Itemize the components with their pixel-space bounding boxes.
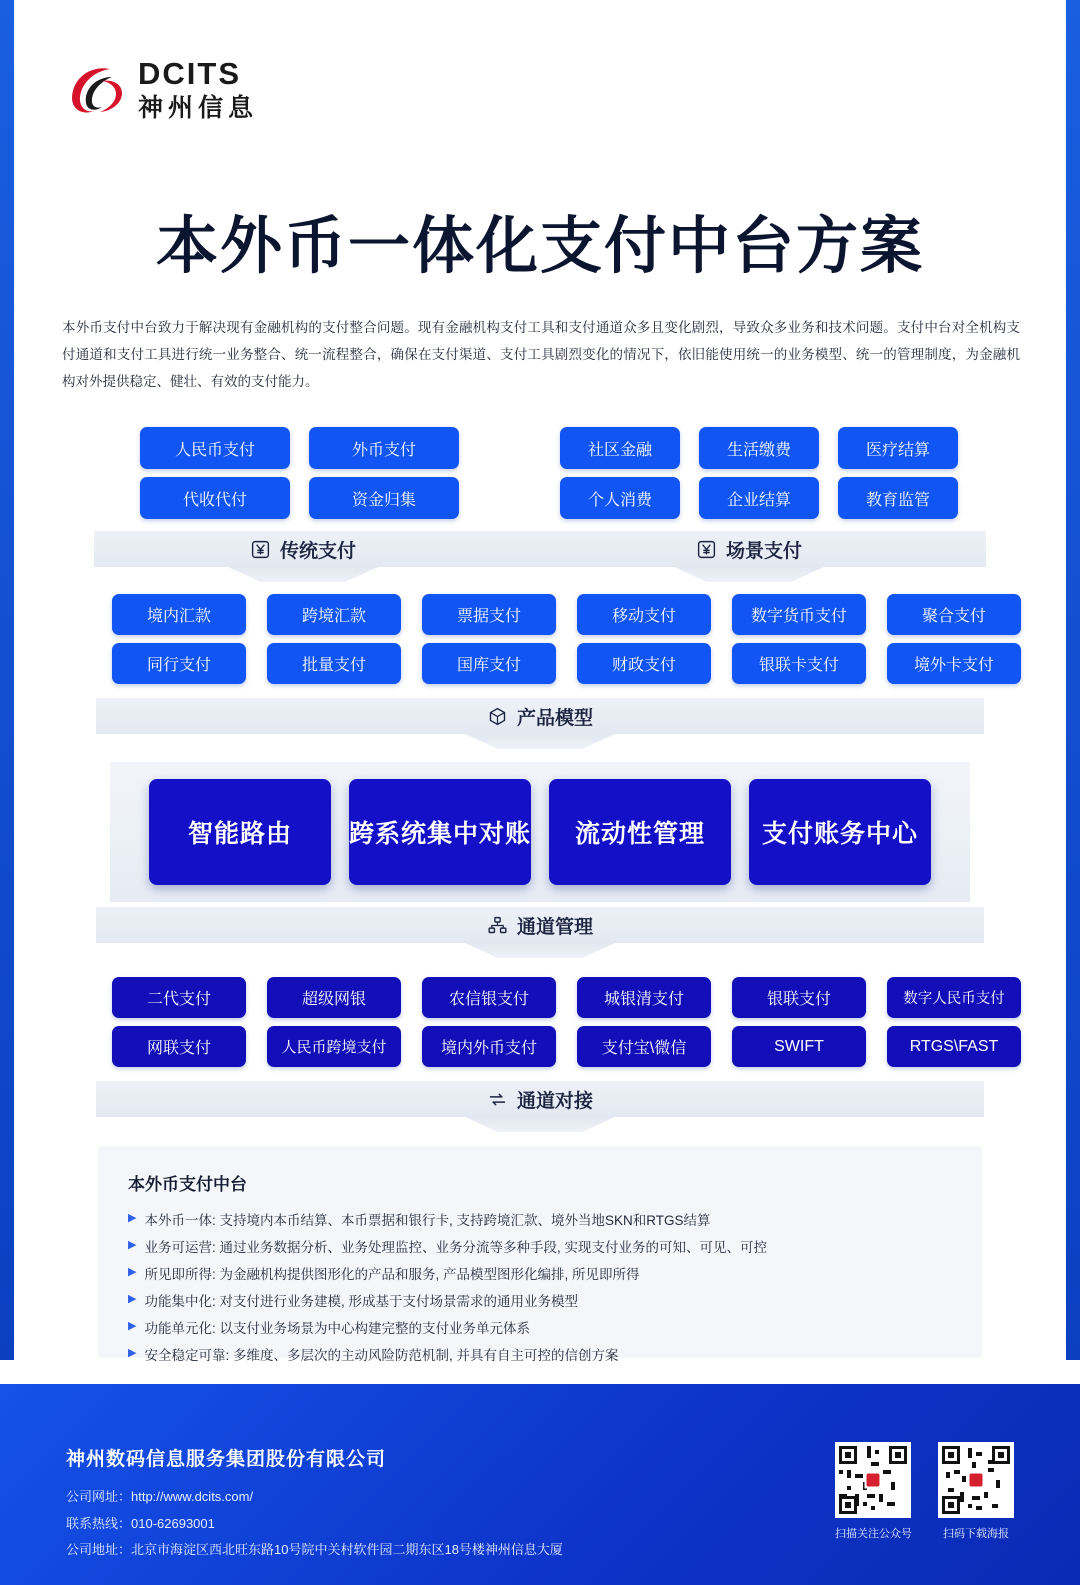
band-label-scenario: 场景支付 xyxy=(725,540,802,562)
chip-product-2[interactable]: 跨境汇款 xyxy=(267,594,401,635)
band-notch-product-model xyxy=(465,734,615,749)
footer xyxy=(0,1384,1080,1585)
qr-caption: 扫描关注公众号 xyxy=(835,1528,912,1540)
yuan-badge-icon xyxy=(250,539,271,560)
footer-contact-block xyxy=(66,1484,563,1564)
chip-product-1[interactable]: 境内汇款 xyxy=(112,594,246,635)
bullet-arrow-icon: ▶ xyxy=(128,1320,137,1332)
traditional-row-2 xyxy=(140,477,459,519)
channel-docking-row-1 xyxy=(112,977,1021,1018)
chip-traditional-2[interactable]: 外币支付 xyxy=(309,427,459,469)
band-notch-scenario xyxy=(674,567,824,582)
band-scenario-payment xyxy=(512,531,986,567)
qr-code-poster-icon[interactable] xyxy=(938,1442,1014,1518)
band-notch-channel-docking xyxy=(465,1117,615,1132)
feature-text: 业务可运营: 通过业务数据分析、业务处理监控、业务分流等多种手段, 实现支付业务的可知、可见、可控 xyxy=(144,1240,767,1255)
feature-text: 安全稳定可靠: 多维度、多层次的主动风险防范机制, 并具有自主可控的信创方案 xyxy=(144,1348,619,1363)
feature-item xyxy=(128,1315,952,1342)
features-heading: 本外币支付中台 xyxy=(128,1175,247,1194)
feature-text: 本外币一体: 支持境内本币结算、本币票据和银行卡, 支持跨境汇款、境外当地SKN和RTGS结算 xyxy=(144,1213,711,1228)
chip-docking-11[interactable]: SWIFT xyxy=(732,1026,866,1067)
chip-product-12[interactable]: 境外卡支付 xyxy=(887,643,1021,684)
hierarchy-icon xyxy=(487,915,508,936)
chip-product-8[interactable]: 批量支付 xyxy=(267,643,401,684)
traditional-row-1 xyxy=(140,427,459,469)
feature-item xyxy=(128,1261,952,1288)
chip-docking-1[interactable]: 二代支付 xyxy=(112,977,246,1018)
qr-code-wechat-icon[interactable] xyxy=(835,1442,911,1518)
scenario-row-2 xyxy=(560,477,958,519)
chip-docking-12[interactable]: RTGS\FAST xyxy=(887,1026,1021,1067)
features-panel xyxy=(98,1146,982,1363)
product-model-row-1 xyxy=(112,594,1021,635)
brand-logo xyxy=(66,58,258,123)
footer-hotline: 联系热线：010-62693001 xyxy=(66,1515,215,1531)
bullet-arrow-icon: ▶ xyxy=(128,1293,137,1305)
chip-product-6[interactable]: 聚合支付 xyxy=(887,594,1021,635)
channel-management-platform xyxy=(110,762,970,902)
product-model-row-2 xyxy=(112,643,1021,684)
chip-docking-8[interactable]: 人民币跨境支付 xyxy=(267,1026,401,1067)
chip-product-5[interactable]: 数字货币支付 xyxy=(732,594,866,635)
band-label-product-model: 产品模型 xyxy=(516,707,593,729)
feature-text: 功能单元化: 以支付业务场景为中心构建完整的支付业务单元体系 xyxy=(144,1321,530,1336)
band-channel-management xyxy=(96,907,984,943)
chip-docking-10[interactable]: 支付宝\微信 xyxy=(577,1026,711,1067)
chip-scenario-2[interactable]: 生活缴费 xyxy=(699,427,819,469)
qr-caption: 扫码下载海报 xyxy=(943,1528,1009,1540)
qr-item xyxy=(938,1442,1014,1541)
page-title: 本外币一体化支付中台方案 xyxy=(155,212,924,281)
cube-icon xyxy=(487,706,508,727)
chip-docking-7[interactable]: 网联支付 xyxy=(112,1026,246,1067)
channel-docking-row-2 xyxy=(112,1026,1021,1067)
band-notch-traditional xyxy=(228,567,378,582)
feature-item xyxy=(128,1234,952,1261)
feature-item xyxy=(128,1342,952,1369)
platform-card-1[interactable]: 智能路由 xyxy=(149,779,331,885)
footer-company-name: 神州数码信息服务集团股份有限公司 xyxy=(66,1449,387,1470)
bullet-arrow-icon: ▶ xyxy=(128,1347,137,1359)
chip-scenario-4[interactable]: 个人消费 xyxy=(560,477,680,519)
chip-product-10[interactable]: 财政支付 xyxy=(577,643,711,684)
brand-name-cn: 神州信息 xyxy=(138,93,259,122)
chip-docking-5[interactable]: 银联支付 xyxy=(732,977,866,1018)
chip-docking-3[interactable]: 农信银支付 xyxy=(422,977,556,1018)
chip-product-4[interactable]: 移动支付 xyxy=(577,594,711,635)
feature-text: 功能集中化: 对支付进行业务建模, 形成基于支付场景需求的通用业务模型 xyxy=(144,1294,578,1309)
bullet-arrow-icon: ▶ xyxy=(128,1212,137,1224)
band-channel-docking xyxy=(96,1081,984,1117)
chip-scenario-1[interactable]: 社区金融 xyxy=(560,427,680,469)
feature-item xyxy=(128,1288,952,1315)
chip-product-3[interactable]: 票据支付 xyxy=(422,594,556,635)
scenario-row-1 xyxy=(560,427,958,469)
footer-qr-group xyxy=(835,1442,1014,1541)
chip-product-11[interactable]: 银联卡支付 xyxy=(732,643,866,684)
chip-traditional-3[interactable]: 代收代付 xyxy=(140,477,290,519)
chip-scenario-3[interactable]: 医疗结算 xyxy=(838,427,958,469)
chip-docking-4[interactable]: 城银清支付 xyxy=(577,977,711,1018)
band-label-channel-management: 通道管理 xyxy=(516,916,593,938)
brand-name-en: DCITS xyxy=(138,56,241,91)
chip-traditional-4[interactable]: 资金归集 xyxy=(309,477,459,519)
chip-product-9[interactable]: 国库支付 xyxy=(422,643,556,684)
bullet-arrow-icon: ▶ xyxy=(128,1266,137,1278)
band-label-channel-docking: 通道对接 xyxy=(516,1090,593,1112)
platform-card-4[interactable]: 支付账务中心 xyxy=(749,779,931,885)
platform-card-2[interactable]: 跨系统集中对账 xyxy=(349,779,531,885)
footer-divider xyxy=(0,1372,1080,1384)
qr-item xyxy=(835,1442,912,1541)
footer-website[interactable]: 公司网址：http://www.dcits.com/ xyxy=(66,1489,254,1504)
chip-docking-2[interactable]: 超级网银 xyxy=(267,977,401,1018)
platform-card-3[interactable]: 流动性管理 xyxy=(549,779,731,885)
intro-paragraph: 本外币支付中台致力于解决现有金融机构的支付整合问题。现有金融机构支付工具和支付通道众多且变化剧烈，导致众多业务和技术问题。支付中台对全机构支付通道和支付工具进行统一业务整合、统一流程整合，确保在支付渠道、支付工具剧烈变化的情况下，依旧能使用统一的业务模型、统一的管理制度，为金融机构对外提供稳定、健壮、有效的支付能力。 xyxy=(62,320,1020,389)
feature-text: 所见即所得: 为金融机构提供图形化的产品和服务, 产品模型图形化编排, 所见即所得 xyxy=(144,1267,640,1282)
exchange-icon xyxy=(487,1089,508,1110)
band-product-model xyxy=(96,698,984,734)
band-notch-channel-management xyxy=(465,943,615,958)
dcits-swoosh-logo-icon xyxy=(66,59,128,121)
bullet-arrow-icon: ▶ xyxy=(128,1239,137,1251)
yuan-badge-icon xyxy=(696,539,717,560)
chip-traditional-1[interactable]: 人民币支付 xyxy=(140,427,290,469)
band-label-traditional: 传统支付 xyxy=(279,540,356,562)
footer-address: 公司地址：北京市海淀区西北旺东路10号院中关村软件园二期东区18号楼神州信息大厦 xyxy=(66,1542,563,1558)
chip-docking-6[interactable]: 数字人民币支付 xyxy=(887,977,1021,1018)
band-traditional-payment xyxy=(94,531,512,567)
chip-scenario-6[interactable]: 教育监管 xyxy=(838,477,958,519)
feature-item xyxy=(128,1207,952,1234)
chip-product-7[interactable]: 同行支付 xyxy=(112,643,246,684)
chip-scenario-5[interactable]: 企业结算 xyxy=(699,477,819,519)
chip-docking-9[interactable]: 境内外币支付 xyxy=(422,1026,556,1067)
